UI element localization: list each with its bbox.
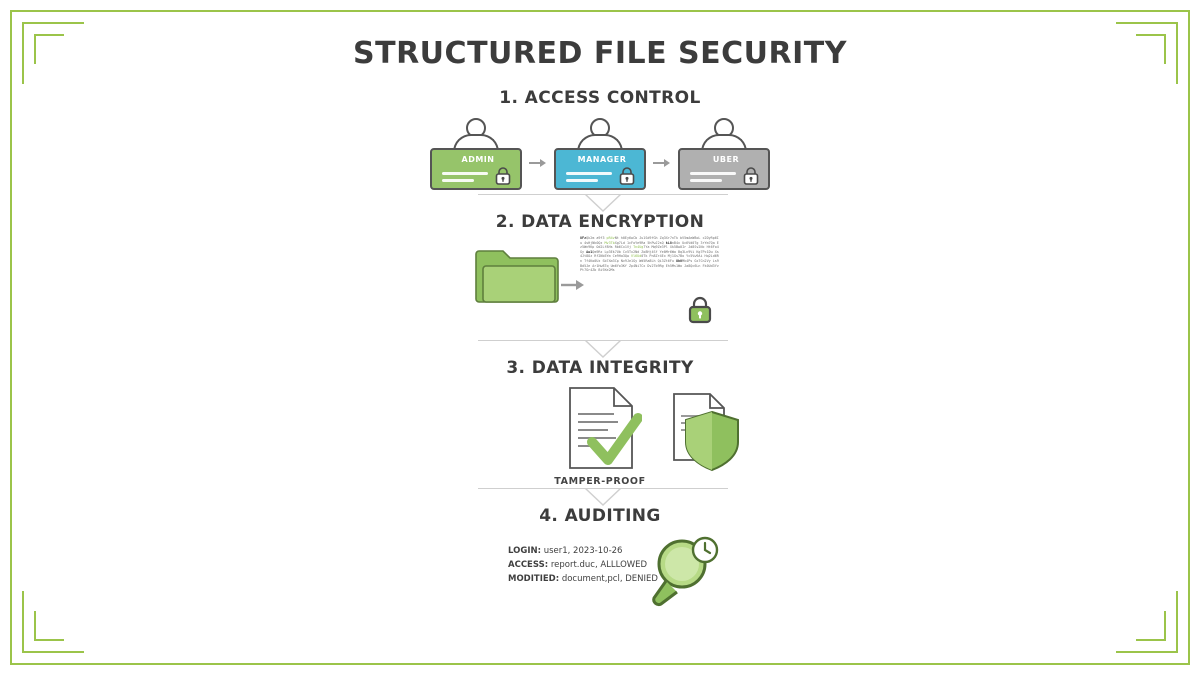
- section-auditing: [0, 506, 1200, 618]
- magnifier-icon: [648, 534, 722, 613]
- folder-icon: [474, 244, 560, 311]
- chevron-down-icon: [585, 194, 621, 212]
- badge-card: [678, 148, 770, 190]
- section-data-encryption: [0, 212, 1200, 336]
- badge-role-label: MANAGER: [577, 155, 627, 164]
- arrow-right-icon: [528, 156, 548, 168]
- audit-log-entry: [508, 558, 658, 572]
- chevron-down-icon: [585, 340, 621, 358]
- tamper-proof-label: TAMPER-PROOF: [554, 476, 646, 487]
- badge-detail-lines: [566, 172, 612, 186]
- frame-top-line: [10, 10, 1190, 12]
- audit-log-label: ACCESS:: [508, 560, 549, 570]
- badge-manager[interactable]: [554, 118, 646, 190]
- cipher-text: 8FzQk2m a9f3 pR4vNt h0Ey6wCb Ju1Sd9fGh Zq3Xr7nTk bV5mAeW8oL c2DyRp6Iu 4sHjNk0Qz Mv3TbXg7Ld 1cFoYe9Ra 5hPwJ2sQ kL8nB4x Uc6Vd0Tg 3rYm7Qa Ez5Wn9Kp Od2Lf8Hs Rb6Cx1Vj Tn4Ug7Ya Mq9Ze3Pl Xk5Bw0Ir Jd8Sv2Nc Ht6Fo4Gy Aw1Qm9Rz Lp3Ek7Ub Cv5Tx2Nd Zo8Hj4Sf Ye0Mr6Wa Bq3Ln9Vi Kg7Pc1Du Xs4Jt8Oz Rf2Nb5Ym Ce9Ha3Qw Vl6Ud0Tk Pn8Zr4Ex Mj1Gs7Bo Yc5Vw9Ai Hq2Ld6Rn Tf4Ko0Uz Sb7Xm3Cp Nv9Je1Gy Wd5Ra8Lh Qi3Zt6Fu Ob0Mk4Ps Gx7Cn2Vy Ls9Bd5Je Ar1Hw8Tq Um6Yo3Kf Zp4Ni7Cx Dv2Tb9Rg Eh5Ms1Wo Ja8Qc6Ln Fk0Ud3Yv Pt7Gr4Zb Bi9Xe2Ms: [580, 236, 719, 273]
- encryption-illustration: [0, 236, 1200, 336]
- badge-card: [430, 148, 522, 190]
- audit-log-entry: [508, 572, 658, 586]
- audit-log-value: document,pcl, DENIED: [561, 574, 658, 584]
- diagram-stack: [0, 88, 1200, 618]
- audit-log-label: LOGIN:: [508, 546, 541, 556]
- page-title: STRUCTURED FILE SECURITY: [353, 36, 847, 71]
- badge-user[interactable]: [678, 118, 770, 190]
- section-title-data-encryption: 2. DATA ENCRYPTION: [495, 212, 705, 232]
- divider-2: [0, 336, 1200, 358]
- auditing-illustration: [0, 534, 1200, 618]
- arrow-right-icon: [652, 156, 672, 168]
- divider-1: [0, 190, 1200, 212]
- integrity-illustration: [0, 384, 1200, 487]
- badge-admin[interactable]: [430, 118, 522, 190]
- lock-icon: [686, 294, 714, 331]
- section-title-data-integrity: 3. DATA INTEGRITY: [506, 358, 694, 378]
- badge-detail-lines: [442, 172, 488, 186]
- audit-log-label: MODITIED:: [508, 574, 560, 584]
- badge-detail-lines: [690, 172, 736, 186]
- lock-icon: [494, 166, 512, 186]
- lock-icon: [618, 166, 636, 186]
- audit-log-value: user1, 2023-10-26: [543, 546, 623, 556]
- badge-card: [554, 148, 646, 190]
- audit-log-value: report.duc, ALLLOWED: [550, 560, 648, 570]
- frame-bottom-line: [10, 663, 1190, 665]
- audit-log-list: [508, 544, 658, 586]
- section-title-auditing: 4. AUDITING: [539, 506, 661, 526]
- chevron-down-icon: [585, 488, 621, 506]
- divider-3: [0, 484, 1200, 506]
- section-title-access-control: 1. ACCESS CONTROL: [499, 88, 701, 108]
- audit-log-entry: [508, 544, 658, 558]
- access-control-badges: [0, 118, 1200, 190]
- section-data-integrity: [0, 358, 1200, 487]
- section-access-control: [0, 88, 1200, 190]
- badge-role-label: ADMIN: [461, 155, 495, 164]
- lock-icon: [742, 166, 760, 186]
- document-with-check: [564, 384, 642, 477]
- shield-icon: [668, 390, 744, 479]
- badge-role-label: UBER: [712, 155, 740, 164]
